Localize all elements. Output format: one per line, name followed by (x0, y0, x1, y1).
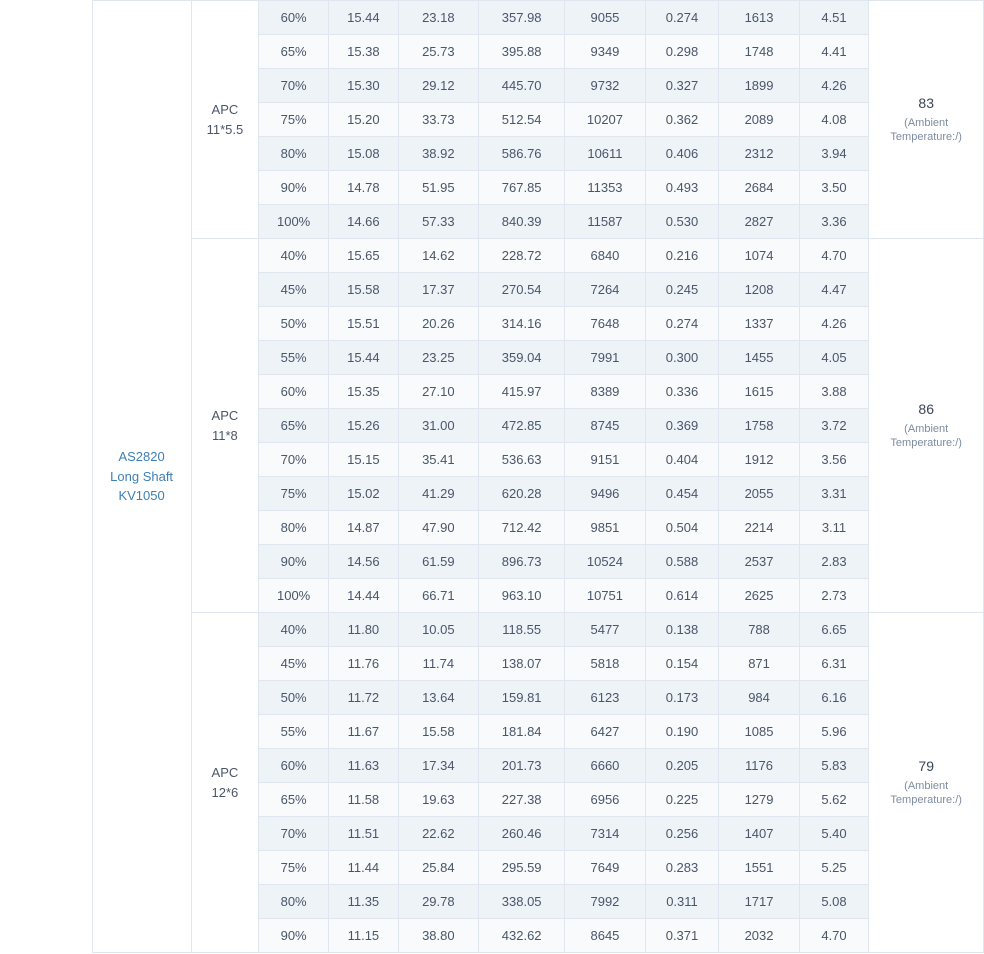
cell-eff: 4.70 (799, 919, 869, 953)
cell-weight: 2684 (719, 171, 799, 205)
cell-volt: 14.78 (329, 171, 399, 205)
cell-eff: 6.16 (799, 681, 869, 715)
cell-eff: 3.94 (799, 137, 869, 171)
cell-volt: 11.44 (329, 851, 399, 885)
cell-power: 357.98 (478, 1, 564, 35)
cell-volt: 11.51 (329, 817, 399, 851)
cell-weight: 1551 (719, 851, 799, 885)
cell-throttle: 65% (259, 35, 329, 69)
cell-amp: 51.95 (398, 171, 478, 205)
propeller-cell: APC 12*6 (191, 613, 259, 953)
cell-eff: 3.36 (799, 205, 869, 239)
cell-throttle: 55% (259, 715, 329, 749)
cell-rpm: 10524 (565, 545, 645, 579)
cell-power: 896.73 (478, 545, 564, 579)
cell-volt: 14.87 (329, 511, 399, 545)
cell-thrust: 0.406 (645, 137, 719, 171)
cell-weight: 1176 (719, 749, 799, 783)
cell-thrust: 0.371 (645, 919, 719, 953)
cell-power: 620.28 (478, 477, 564, 511)
cell-amp: 41.29 (398, 477, 478, 511)
temperature-value: 86 (918, 401, 934, 418)
cell-throttle: 80% (259, 885, 329, 919)
cell-rpm: 9851 (565, 511, 645, 545)
cell-throttle: 75% (259, 477, 329, 511)
cell-eff: 3.56 (799, 443, 869, 477)
cell-thrust: 0.190 (645, 715, 719, 749)
cell-eff: 4.26 (799, 69, 869, 103)
cell-eff: 4.47 (799, 273, 869, 307)
cell-weight: 2312 (719, 137, 799, 171)
temperature-value: 83 (918, 95, 934, 112)
cell-eff: 3.72 (799, 409, 869, 443)
cell-rpm: 7264 (565, 273, 645, 307)
cell-eff: 5.25 (799, 851, 869, 885)
cell-amp: 23.25 (398, 341, 478, 375)
cell-rpm: 7649 (565, 851, 645, 885)
cell-throttle: 70% (259, 69, 329, 103)
cell-weight: 1279 (719, 783, 799, 817)
cell-amp: 25.84 (398, 851, 478, 885)
temperature-note: (Ambient Temperature:/) (890, 780, 962, 807)
cell-throttle: 70% (259, 817, 329, 851)
cell-thrust: 0.362 (645, 103, 719, 137)
cell-throttle: 55% (259, 341, 329, 375)
cell-thrust: 0.530 (645, 205, 719, 239)
cell-thrust: 0.225 (645, 783, 719, 817)
temperature-cell (869, 239, 984, 613)
cell-power: 295.59 (478, 851, 564, 885)
cell-rpm: 11587 (565, 205, 645, 239)
cell-thrust: 0.504 (645, 511, 719, 545)
cell-power: 472.85 (478, 409, 564, 443)
cell-volt: 11.58 (329, 783, 399, 817)
cell-volt: 14.66 (329, 205, 399, 239)
cell-throttle: 90% (259, 545, 329, 579)
cell-amp: 25.73 (398, 35, 478, 69)
cell-throttle: 65% (259, 783, 329, 817)
temperature-cell (869, 1, 984, 239)
cell-thrust: 0.256 (645, 817, 719, 851)
cell-weight: 1208 (719, 273, 799, 307)
cell-thrust: 0.493 (645, 171, 719, 205)
cell-thrust: 0.298 (645, 35, 719, 69)
cell-amp: 10.05 (398, 613, 478, 647)
cell-thrust: 0.454 (645, 477, 719, 511)
cell-thrust: 0.245 (645, 273, 719, 307)
cell-weight: 2032 (719, 919, 799, 953)
cell-weight: 1912 (719, 443, 799, 477)
cell-weight: 984 (719, 681, 799, 715)
cell-weight: 1074 (719, 239, 799, 273)
cell-power: 314.16 (478, 307, 564, 341)
cell-weight: 1758 (719, 409, 799, 443)
cell-thrust: 0.300 (645, 341, 719, 375)
cell-thrust: 0.369 (645, 409, 719, 443)
cell-eff: 3.11 (799, 511, 869, 545)
cell-amp: 22.62 (398, 817, 478, 851)
cell-power: 159.81 (478, 681, 564, 715)
cell-volt: 11.15 (329, 919, 399, 953)
cell-power: 415.97 (478, 375, 564, 409)
cell-power: 536.63 (478, 443, 564, 477)
cell-throttle: 40% (259, 613, 329, 647)
cell-eff: 6.31 (799, 647, 869, 681)
cell-amp: 27.10 (398, 375, 478, 409)
cell-rpm: 7314 (565, 817, 645, 851)
cell-eff: 3.31 (799, 477, 869, 511)
cell-thrust: 0.336 (645, 375, 719, 409)
cell-amp: 35.41 (398, 443, 478, 477)
temperature-value: 79 (918, 758, 934, 775)
cell-volt: 14.44 (329, 579, 399, 613)
propeller-cell: APC 11*8 (191, 239, 259, 613)
cell-power: 260.46 (478, 817, 564, 851)
cell-amp: 11.74 (398, 647, 478, 681)
cell-throttle: 50% (259, 307, 329, 341)
cell-amp: 17.34 (398, 749, 478, 783)
cell-volt: 15.30 (329, 69, 399, 103)
cell-weight: 788 (719, 613, 799, 647)
cell-volt: 11.80 (329, 613, 399, 647)
temperature-note: (Ambient Temperature:/) (890, 117, 962, 144)
cell-rpm: 10207 (565, 103, 645, 137)
cell-rpm: 6123 (565, 681, 645, 715)
cell-rpm: 6840 (565, 239, 645, 273)
cell-power: 963.10 (478, 579, 564, 613)
cell-volt: 15.51 (329, 307, 399, 341)
cell-rpm: 7648 (565, 307, 645, 341)
cell-rpm: 10751 (565, 579, 645, 613)
cell-rpm: 6660 (565, 749, 645, 783)
cell-volt: 15.15 (329, 443, 399, 477)
cell-rpm: 9732 (565, 69, 645, 103)
cell-throttle: 75% (259, 851, 329, 885)
cell-power: 227.38 (478, 783, 564, 817)
cell-throttle: 65% (259, 409, 329, 443)
cell-throttle: 50% (259, 681, 329, 715)
cell-eff: 4.70 (799, 239, 869, 273)
cell-weight: 1455 (719, 341, 799, 375)
cell-thrust: 0.216 (645, 239, 719, 273)
cell-throttle: 40% (259, 239, 329, 273)
cell-power: 395.88 (478, 35, 564, 69)
cell-thrust: 0.274 (645, 307, 719, 341)
cell-throttle: 60% (259, 749, 329, 783)
propeller-cell: APC 11*5.5 (191, 1, 259, 239)
cell-eff: 5.08 (799, 885, 869, 919)
cell-weight: 1407 (719, 817, 799, 851)
cell-amp: 61.59 (398, 545, 478, 579)
cell-eff: 4.41 (799, 35, 869, 69)
cell-thrust: 0.311 (645, 885, 719, 919)
cell-volt: 15.38 (329, 35, 399, 69)
cell-eff: 3.88 (799, 375, 869, 409)
cell-volt: 15.08 (329, 137, 399, 171)
cell-amp: 15.58 (398, 715, 478, 749)
cell-throttle: 60% (259, 375, 329, 409)
cell-weight: 1085 (719, 715, 799, 749)
cell-thrust: 0.588 (645, 545, 719, 579)
cell-volt: 11.67 (329, 715, 399, 749)
cell-weight: 2625 (719, 579, 799, 613)
cell-thrust: 0.154 (645, 647, 719, 681)
cell-throttle: 45% (259, 273, 329, 307)
cell-eff: 5.83 (799, 749, 869, 783)
cell-eff: 4.05 (799, 341, 869, 375)
cell-eff: 4.26 (799, 307, 869, 341)
cell-weight: 2537 (719, 545, 799, 579)
cell-rpm: 8745 (565, 409, 645, 443)
cell-eff: 4.08 (799, 103, 869, 137)
cell-thrust: 0.404 (645, 443, 719, 477)
cell-thrust: 0.283 (645, 851, 719, 885)
temperature-cell (869, 613, 984, 953)
cell-power: 445.70 (478, 69, 564, 103)
cell-rpm: 7992 (565, 885, 645, 919)
cell-weight: 1748 (719, 35, 799, 69)
cell-rpm: 9496 (565, 477, 645, 511)
cell-throttle: 60% (259, 1, 329, 35)
cell-weight: 871 (719, 647, 799, 681)
cell-volt: 14.56 (329, 545, 399, 579)
cell-volt: 15.26 (329, 409, 399, 443)
cell-power: 138.07 (478, 647, 564, 681)
table-body (0, 1, 984, 953)
cell-weight: 1613 (719, 1, 799, 35)
table-left-margin (0, 1, 92, 953)
cell-amp: 14.62 (398, 239, 478, 273)
cell-eff: 2.83 (799, 545, 869, 579)
cell-eff: 5.96 (799, 715, 869, 749)
cell-thrust: 0.205 (645, 749, 719, 783)
cell-power: 181.84 (478, 715, 564, 749)
cell-volt: 15.20 (329, 103, 399, 137)
cell-amp: 31.00 (398, 409, 478, 443)
motor-name-cell: AS2820 Long Shaft KV1050 (92, 1, 191, 953)
cell-rpm: 5818 (565, 647, 645, 681)
cell-power: 767.85 (478, 171, 564, 205)
cell-weight: 2055 (719, 477, 799, 511)
cell-volt: 11.35 (329, 885, 399, 919)
cell-eff: 6.65 (799, 613, 869, 647)
cell-weight: 1615 (719, 375, 799, 409)
cell-amp: 57.33 (398, 205, 478, 239)
cell-eff: 4.51 (799, 1, 869, 35)
cell-throttle: 45% (259, 647, 329, 681)
cell-amp: 20.26 (398, 307, 478, 341)
cell-amp: 17.37 (398, 273, 478, 307)
cell-volt: 15.35 (329, 375, 399, 409)
cell-throttle: 90% (259, 171, 329, 205)
cell-power: 432.62 (478, 919, 564, 953)
cell-amp: 29.12 (398, 69, 478, 103)
cell-amp: 13.64 (398, 681, 478, 715)
cell-eff: 3.50 (799, 171, 869, 205)
cell-rpm: 6427 (565, 715, 645, 749)
cell-rpm: 8645 (565, 919, 645, 953)
cell-amp: 66.71 (398, 579, 478, 613)
table-row (0, 1, 984, 35)
cell-power: 712.42 (478, 511, 564, 545)
cell-amp: 29.78 (398, 885, 478, 919)
cell-volt: 15.58 (329, 273, 399, 307)
cell-throttle: 70% (259, 443, 329, 477)
cell-power: 270.54 (478, 273, 564, 307)
cell-volt: 15.44 (329, 1, 399, 35)
cell-eff: 5.62 (799, 783, 869, 817)
cell-rpm: 8389 (565, 375, 645, 409)
cell-weight: 2089 (719, 103, 799, 137)
cell-weight: 1899 (719, 69, 799, 103)
cell-rpm: 9055 (565, 1, 645, 35)
cell-thrust: 0.173 (645, 681, 719, 715)
cell-eff: 5.40 (799, 817, 869, 851)
cell-amp: 38.80 (398, 919, 478, 953)
cell-volt: 11.76 (329, 647, 399, 681)
cell-throttle: 80% (259, 137, 329, 171)
cell-volt: 11.63 (329, 749, 399, 783)
cell-throttle: 80% (259, 511, 329, 545)
cell-thrust: 0.327 (645, 69, 719, 103)
cell-amp: 23.18 (398, 1, 478, 35)
cell-throttle: 90% (259, 919, 329, 953)
cell-weight: 2214 (719, 511, 799, 545)
cell-thrust: 0.614 (645, 579, 719, 613)
cell-rpm: 9151 (565, 443, 645, 477)
cell-power: 840.39 (478, 205, 564, 239)
cell-thrust: 0.138 (645, 613, 719, 647)
cell-volt: 15.02 (329, 477, 399, 511)
cell-power: 228.72 (478, 239, 564, 273)
cell-power: 359.04 (478, 341, 564, 375)
cell-throttle: 100% (259, 205, 329, 239)
cell-rpm: 6956 (565, 783, 645, 817)
cell-rpm: 7991 (565, 341, 645, 375)
cell-thrust: 0.274 (645, 1, 719, 35)
cell-power: 338.05 (478, 885, 564, 919)
cell-rpm: 9349 (565, 35, 645, 69)
cell-power: 118.55 (478, 613, 564, 647)
cell-amp: 19.63 (398, 783, 478, 817)
cell-throttle: 100% (259, 579, 329, 613)
cell-weight: 2827 (719, 205, 799, 239)
cell-rpm: 10611 (565, 137, 645, 171)
cell-amp: 38.92 (398, 137, 478, 171)
cell-power: 586.76 (478, 137, 564, 171)
cell-throttle: 75% (259, 103, 329, 137)
cell-power: 201.73 (478, 749, 564, 783)
cell-eff: 2.73 (799, 579, 869, 613)
cell-volt: 15.44 (329, 341, 399, 375)
cell-rpm: 5477 (565, 613, 645, 647)
cell-amp: 47.90 (398, 511, 478, 545)
cell-amp: 33.73 (398, 103, 478, 137)
cell-weight: 1337 (719, 307, 799, 341)
cell-rpm: 11353 (565, 171, 645, 205)
cell-volt: 11.72 (329, 681, 399, 715)
cell-volt: 15.65 (329, 239, 399, 273)
cell-power: 512.54 (478, 103, 564, 137)
cell-weight: 1717 (719, 885, 799, 919)
temperature-note: (Ambient Temperature:/) (890, 423, 962, 450)
